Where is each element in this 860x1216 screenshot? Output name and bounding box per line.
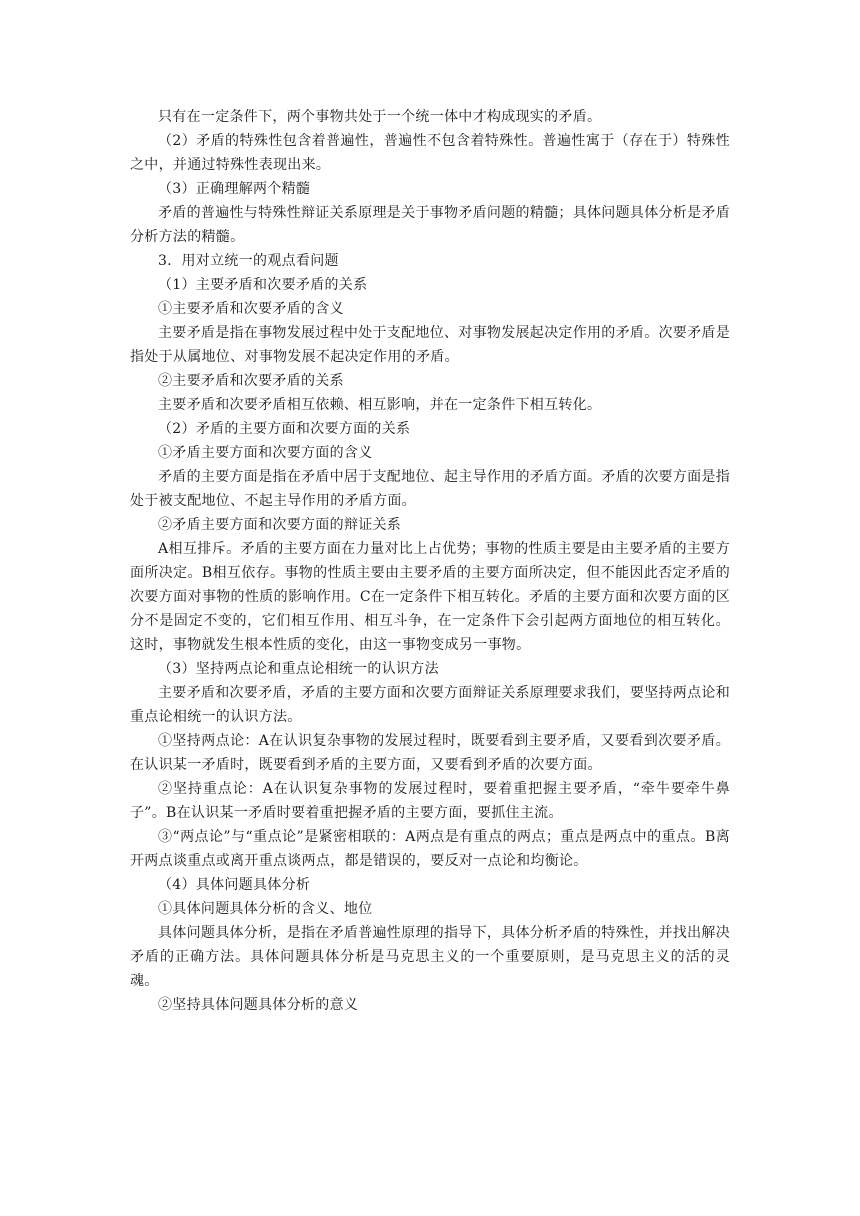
- paragraph: 主要矛盾是指在事物发展过程中处于支配地位、对事物发展起决定作用的矛盾。次要矛盾是指处于从属地位、对事物发展不起决定作用的矛盾。: [130, 325, 730, 365]
- subsection-heading: ①矛盾主要方面和次要方面的含义: [158, 445, 373, 461]
- section-heading: （3）正确理解两个精髓: [158, 181, 311, 197]
- paragraph: ①坚持两点论：A在认识复杂事物的发展过程时，既要看到主要矛盾，又要看到次要矛盾。在认识某一矛盾时，既要看到矛盾的主要方面，又要看到矛盾的次要方面。: [130, 733, 730, 773]
- section-heading: （3）坚持两点论和重点论相统一的认识方法: [158, 661, 439, 677]
- paragraph: 矛盾的主要方面是指在矛盾中居于支配地位、起主导作用的矛盾方面。矛盾的次要方面是指处于被支配地位、不起主导作用的矛盾方面。: [130, 469, 730, 509]
- section-heading: （2）矛盾的主要方面和次要方面的关系: [158, 421, 411, 437]
- paragraph: 只有在一定条件下，两个事物共处于一个统一体中才构成现实的矛盾。: [158, 109, 602, 125]
- paragraph: ②坚持重点论：A在认识复杂事物的发展过程时，要着重把握主要矛盾，“牵牛要牵牛鼻子”。B在认识某一矛盾时要着重把握矛盾的主要方面，要抓住主流。: [130, 781, 730, 821]
- paragraph: 矛盾的普遍性与特殊性辩证关系原理是关于事物矛盾问题的精髓；具体问题具体分析是矛盾分析方法的精髓。: [130, 205, 730, 245]
- section-heading: （1）主要矛盾和次要矛盾的关系: [158, 277, 368, 293]
- paragraph: A相互排斥。矛盾的主要方面在力量对比上占优势；事物的性质主要是由主要矛盾的主要方面所决定。B相互依存。事物的性质主要由主要矛盾的主要方面所决定，但不能因此否定矛盾的次要方面对事物的性质的影响作用。C在一定条件下相互转化。矛盾的主要方面和次要方面的区分不是固定不变的，它们相互作用、相互斗争，在一定条件下会引起两方面地位的相互转化。这时，事物就发生根本性质的变化，由这一事物变成另一事物。: [130, 541, 730, 653]
- section-heading: （4）具体问题具体分析: [158, 877, 311, 893]
- subsection-heading: ①具体问题具体分析的含义、地位: [158, 901, 373, 917]
- paragraph: 主要矛盾和次要矛盾，矛盾的主要方面和次要方面辩证关系原理要求我们，要坚持两点论和重点论相统一的认识方法。: [130, 685, 730, 725]
- paragraph: （2）矛盾的特殊性包含着普遍性，普遍性不包含着特殊性。普遍性寓于（存在于）特殊性之中，并通过特殊性表现出来。: [130, 133, 730, 173]
- paragraph: 主要矛盾和次要矛盾相互依赖、相互影响，并在一定条件下相互转化。: [158, 397, 602, 413]
- paragraph: ③“两点论”与“重点论”是紧密相联的：A两点是有重点的两点；重点是两点中的重点。B离开两点谈重点或离开重点谈两点，都是错误的，要反对一点论和均衡论。: [130, 829, 730, 869]
- document-body: [130, 105, 730, 1017]
- subsection-heading: ①主要矛盾和次要矛盾的含义: [158, 301, 344, 317]
- paragraph: 具体问题具体分析，是指在矛盾普遍性原理的指导下，具体分析矛盾的特殊性，并找出解决矛盾的正确方法。具体问题具体分析是马克思主义的一个重要原则，是马克思主义的活的灵魂。: [130, 925, 730, 989]
- subsection-heading: ②矛盾主要方面和次要方面的辩证关系: [158, 517, 402, 533]
- subsection-heading: ②坚持具体问题具体分析的意义: [158, 997, 359, 1013]
- section-heading: 3．用对立统一的观点看问题: [158, 253, 339, 269]
- subsection-heading: ②主要矛盾和次要矛盾的关系: [158, 373, 344, 389]
